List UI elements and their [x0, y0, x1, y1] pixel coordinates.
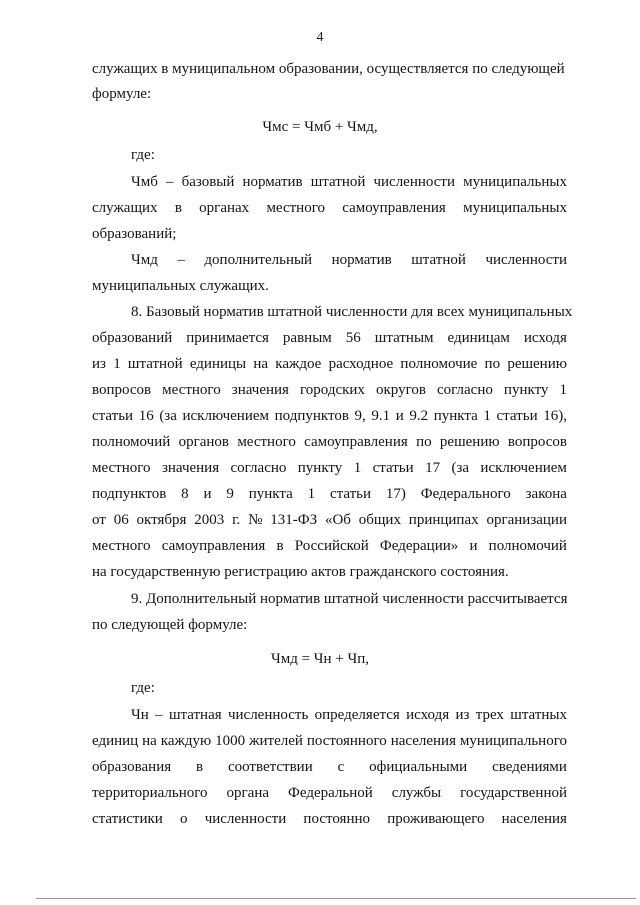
word: официальными: [369, 759, 468, 775]
word: округов: [375, 382, 426, 398]
word: 1: [559, 382, 567, 398]
word: Российской: [294, 538, 369, 554]
word: органах: [199, 200, 250, 216]
word: органа: [226, 785, 270, 801]
word: пункту: [297, 460, 343, 476]
word: служащих: [92, 200, 158, 216]
intro-line: служащих в муниципальном образовании, осуществляется по следующей: [92, 61, 565, 77]
word: жителей: [249, 733, 303, 749]
word: «Об: [324, 512, 351, 528]
word: местного: [92, 460, 151, 476]
definition-line: [92, 810, 567, 828]
word: 1: [353, 460, 362, 476]
paragraph-line: [92, 537, 567, 555]
word: на: [253, 356, 269, 372]
word: городских: [299, 382, 365, 398]
word: службы: [391, 785, 442, 801]
definition-line: [92, 732, 567, 750]
word: полномочие: [400, 356, 478, 372]
word: равным: [282, 330, 332, 346]
word: о: [180, 811, 188, 827]
word: 16: [138, 408, 154, 424]
word: в: [174, 200, 182, 216]
word: и: [469, 538, 478, 554]
word: пункта: [248, 486, 293, 502]
word: Чмб: [131, 174, 158, 190]
word: полномочий: [92, 434, 171, 450]
word: муниципальных: [463, 200, 567, 216]
word: трех: [475, 707, 504, 723]
paragraph-line: [92, 485, 567, 503]
word: Федерации»: [379, 538, 459, 554]
word: статьи: [496, 408, 538, 424]
word: дополнительный: [204, 252, 313, 268]
word: Федеральной: [288, 785, 373, 801]
word: из: [92, 356, 106, 372]
word: г.: [232, 512, 241, 528]
word: значения: [161, 460, 220, 476]
word: статьи: [92, 408, 134, 424]
where-label: где:: [131, 147, 155, 163]
word: и: [395, 408, 404, 424]
word: каждую: [160, 733, 212, 749]
word: исключением: [182, 408, 269, 424]
word: штатным: [374, 330, 434, 346]
word: вопросов: [507, 434, 567, 450]
paragraph-line: [92, 433, 567, 451]
word: общих: [358, 512, 401, 528]
word: с: [337, 759, 345, 775]
word: вопросов: [92, 382, 152, 398]
word: норматив: [331, 252, 392, 268]
word: исходя: [406, 707, 450, 723]
definition-line: [92, 758, 567, 776]
formula-chms: Чмс = Чмб + Чмд,: [262, 119, 378, 135]
word: местного: [92, 538, 151, 554]
word: норматив: [242, 174, 303, 190]
word: 9: [226, 486, 234, 502]
word: численность: [227, 707, 309, 723]
word: подпунктов: [274, 408, 349, 424]
word: 1: [113, 356, 121, 372]
word: из: [455, 707, 470, 723]
word: по: [416, 434, 432, 450]
word: сведениями: [492, 759, 567, 775]
definition-line: [131, 251, 567, 269]
page-number: 4: [316, 30, 324, 45]
word: решению: [507, 356, 567, 372]
paragraph-line: [92, 381, 567, 399]
word: 9.1: [371, 408, 391, 424]
word: штатных: [510, 707, 567, 723]
word: местного: [237, 434, 296, 450]
paragraph-line: на государственную регистрацию актов гражданского состояния.: [92, 564, 509, 580]
word: в: [196, 759, 204, 775]
definition-line: [131, 706, 567, 724]
paragraph-line: [92, 511, 567, 529]
paragraph-line: 8. Базовый норматив штатной численности для всех муниципальных: [131, 304, 573, 320]
word: Федерального: [420, 486, 511, 502]
formula-chmd: Чмд = Чн + Чп,: [270, 651, 370, 667]
word: 131-ФЗ: [270, 512, 318, 528]
word: (за: [159, 408, 177, 424]
word: образований: [92, 330, 173, 346]
word: самоуправления: [304, 434, 408, 450]
word: решению: [439, 434, 500, 450]
word: численности: [373, 174, 456, 190]
word: пункта: [433, 408, 478, 424]
word: согласно: [230, 460, 287, 476]
word: Чн: [131, 707, 149, 723]
word: –: [177, 252, 185, 268]
word: расходное: [328, 356, 394, 372]
definition-line: муниципальных служащих.: [92, 278, 269, 294]
word: штатная: [168, 707, 222, 723]
paragraph-line: 9. Дополнительный норматив штатной численности рассчитывается: [131, 591, 568, 607]
word: местного: [162, 382, 221, 398]
word: 56: [345, 330, 361, 346]
word: согласно: [436, 382, 493, 398]
word: постоянно: [303, 811, 371, 827]
paragraph-line: [92, 459, 567, 477]
word: 06: [113, 512, 129, 528]
word: статьи: [372, 460, 414, 476]
word: муниципального: [459, 733, 567, 749]
word: принимается: [186, 330, 269, 346]
word: 1: [483, 408, 491, 424]
word: 2003: [194, 512, 225, 528]
word: пункту: [503, 382, 549, 398]
word: –: [155, 707, 163, 723]
word: 9.2: [409, 408, 429, 424]
word: подпунктов: [92, 486, 167, 502]
word: каждое: [275, 356, 322, 372]
word: единицы: [189, 356, 247, 372]
word: закона: [525, 486, 567, 502]
definition-line: [92, 784, 567, 802]
word: статьи: [329, 486, 372, 502]
word: по: [484, 356, 501, 372]
word: от: [92, 512, 106, 528]
intro-line: формуле:: [92, 86, 152, 102]
word: государственной: [460, 785, 567, 801]
where-label: где:: [131, 680, 155, 696]
definition-line: образований;: [92, 226, 177, 242]
word: значения: [231, 382, 289, 398]
word: самоуправления: [161, 538, 266, 554]
word: определяется: [314, 707, 400, 723]
word: 17: [425, 460, 441, 476]
word: единиц: [92, 733, 139, 749]
word: единицам: [447, 330, 510, 346]
word: исключением: [480, 460, 567, 476]
word: населения: [390, 733, 456, 749]
word: органов: [178, 434, 229, 450]
word: в: [276, 538, 284, 554]
paragraph-line: [92, 355, 567, 373]
word: 16),: [543, 408, 567, 424]
word: 17): [385, 486, 406, 502]
word: Чмд: [131, 252, 158, 268]
word: базовый: [181, 174, 235, 190]
word: организации: [486, 512, 567, 528]
word: принципах: [408, 512, 479, 528]
word: 9,: [354, 408, 366, 424]
paragraph-line: по следующей формуле:: [92, 617, 248, 633]
definition-line: [131, 173, 567, 191]
word: местного: [266, 200, 325, 216]
word: 8: [181, 486, 189, 502]
word: исходя: [523, 330, 567, 346]
word: населения: [501, 811, 567, 827]
word: на: [142, 733, 157, 749]
word: соответствии: [227, 759, 313, 775]
word: проживающего: [387, 811, 485, 827]
definition-line: [92, 199, 567, 217]
word: 1: [307, 486, 316, 502]
word: 1000: [215, 733, 246, 749]
word: численности: [204, 811, 287, 827]
word: октября: [136, 512, 187, 528]
page-bottom-edge: [36, 898, 636, 899]
word: постоянного: [306, 733, 387, 749]
word: (за: [451, 460, 470, 476]
word: образования: [92, 759, 172, 775]
word: муниципальных: [463, 174, 567, 190]
word: штатной: [411, 252, 466, 268]
paragraph-line: [92, 329, 567, 347]
word: штатной: [310, 174, 366, 190]
word: самоуправления: [342, 200, 446, 216]
word: №: [248, 512, 263, 528]
word: численности: [485, 252, 567, 268]
word: территориального: [92, 785, 208, 801]
word: –: [165, 174, 174, 190]
paragraph-line: [92, 407, 567, 425]
word: статистики: [92, 811, 163, 827]
word: и: [203, 486, 212, 502]
word: штатной: [127, 356, 183, 372]
word: полномочий: [488, 538, 567, 554]
